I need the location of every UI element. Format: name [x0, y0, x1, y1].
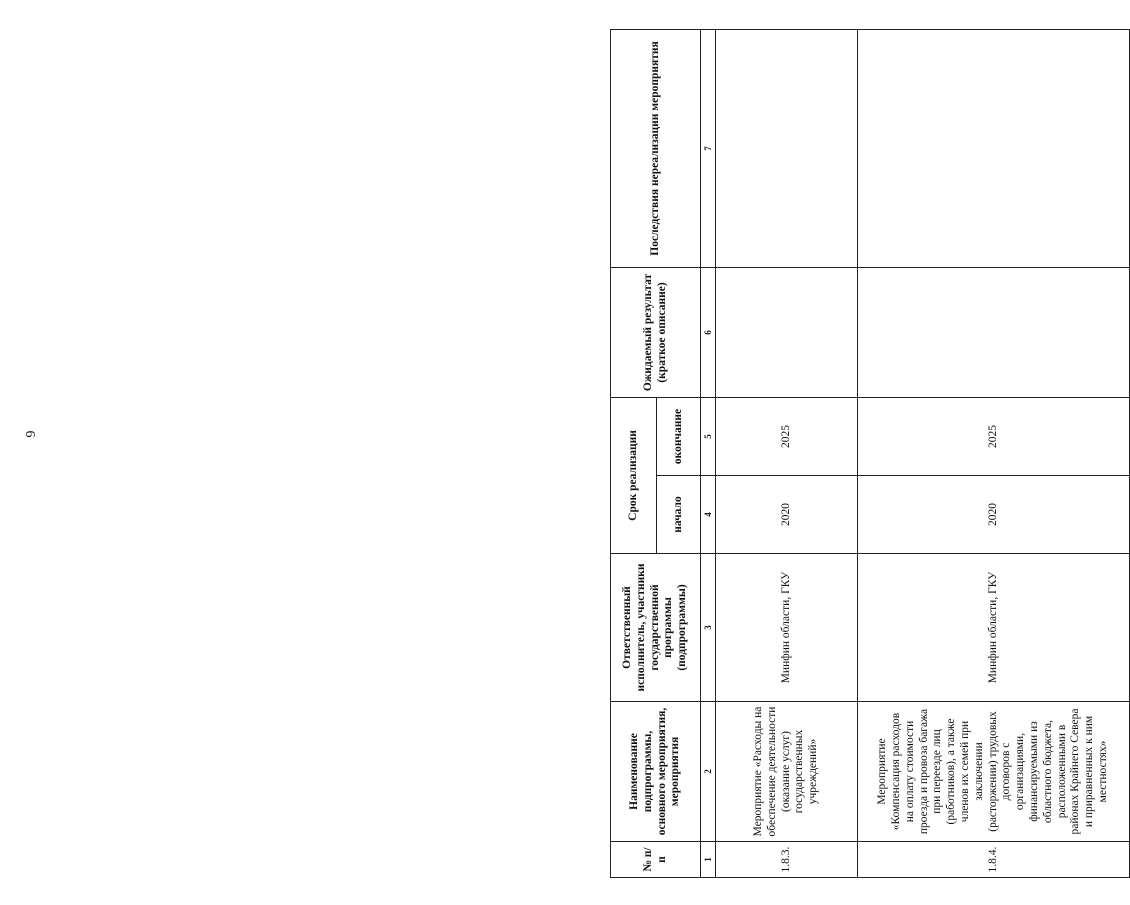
row-result	[858, 267, 1130, 397]
row-start: 2020	[858, 476, 1130, 554]
table-row	[858, 29, 1130, 877]
row-name: Мероприятие «Расходы на обеспечение деятельности (оказание услуг) государственных учреждений»	[716, 702, 858, 842]
row-consequences	[716, 29, 858, 267]
header-consequences: Последствия нереализации мероприятия	[611, 29, 701, 267]
page-number: 6	[22, 430, 37, 438]
row-executor: Минфин области, ГКУ	[716, 554, 858, 702]
column-number: 1	[701, 842, 716, 878]
header-result: Ожидаемый результат (краткое описание)	[611, 267, 701, 397]
header-name: Наименование подпрограммы, основного мероприятия, мероприятия	[611, 702, 701, 842]
header-num: № п/п	[611, 842, 701, 878]
table-container	[90, 30, 1109, 878]
row-end: 2025	[716, 397, 858, 475]
header-end: окончание	[657, 397, 701, 475]
header-executor: Ответственный исполнитель, участники государственной программы (подпрограммы)	[611, 554, 701, 702]
column-number: 7	[701, 29, 716, 267]
rotated-table-frame	[610, 30, 1130, 878]
column-number: 2	[701, 702, 716, 842]
table-row	[716, 29, 858, 877]
header-start: начало	[657, 476, 701, 554]
row-end: 2025	[858, 397, 1130, 475]
row-num: 1.8.4.	[858, 842, 1130, 878]
column-number: 4	[701, 476, 716, 554]
column-number: 6	[701, 267, 716, 397]
column-number: 5	[701, 397, 716, 475]
row-result	[716, 267, 858, 397]
program-measures-table	[610, 29, 1130, 878]
row-name: Мероприятие «Компенсация расходов на оплату стоимости проезда и провоза багажа при переезде лиц (работников), а также членов их семей при заключении (расторжении) трудовых договоров с организациями, финансируемыми из областного бюджета, расположенными в районах Крайнего Севера и приравненных к ним местностях»	[858, 702, 1130, 842]
header-term: Срок реализации	[611, 397, 657, 553]
row-start: 2020	[716, 476, 858, 554]
column-number: 3	[701, 554, 716, 702]
row-consequences	[858, 29, 1130, 267]
row-executor: Минфин области, ГКУ	[858, 554, 1130, 702]
row-num: 1.8.3.	[716, 842, 858, 878]
